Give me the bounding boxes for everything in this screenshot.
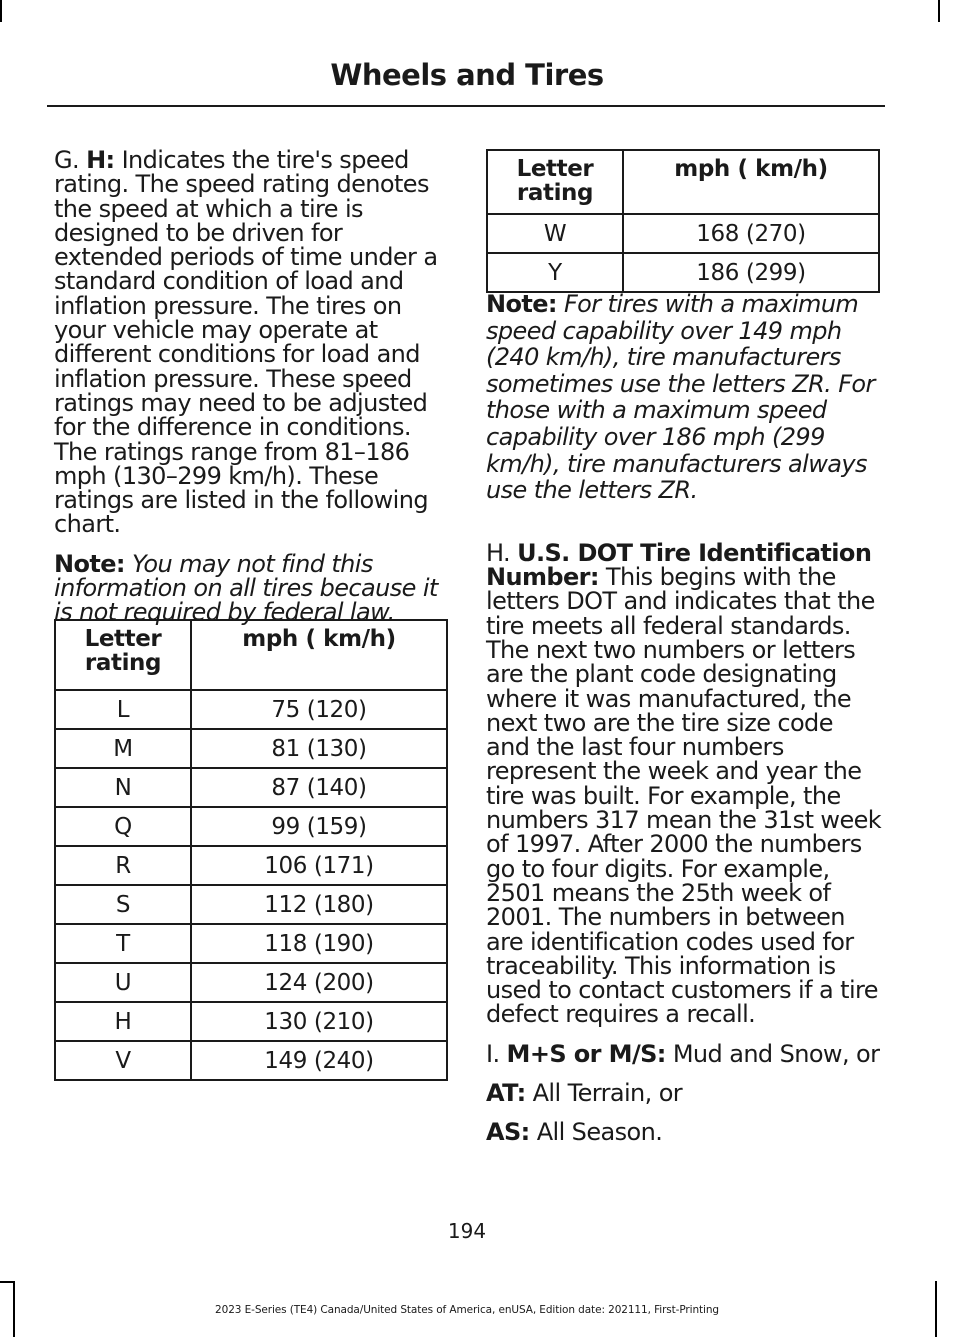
- table-cell: 149 (240): [191, 1041, 447, 1080]
- list-prefix: H.: [486, 538, 518, 567]
- note-left: [54, 549, 447, 627]
- paragraph-text: Mud and Snow, or: [665, 1039, 880, 1068]
- table-cell: 118 (190): [191, 924, 447, 963]
- paragraph-as: [486, 1118, 882, 1147]
- column-header: Letter rating: [487, 150, 623, 214]
- table-row: [55, 1041, 447, 1080]
- table-row: [55, 885, 447, 924]
- table-cell: Q: [55, 807, 191, 846]
- table-cell: V: [55, 1041, 191, 1080]
- left-column: [54, 148, 447, 625]
- table-row: [55, 768, 447, 807]
- table-cell: T: [55, 924, 191, 963]
- table-cell: 168 (270): [623, 214, 879, 253]
- table-cell: U: [55, 963, 191, 1002]
- table-row: [55, 729, 447, 768]
- note-right: [486, 291, 882, 504]
- paragraph-i: [486, 1039, 882, 1068]
- speed-rating-table: [54, 619, 448, 1081]
- table-cell: 81 (130): [191, 729, 447, 768]
- paragraph-text: This begins with the letters DOT and indicates that the tire meets all federal standards. The next two numbers or letters are the plant code designating where it was manufactured, the next two are the tire size code and the last four numbers represent the week and year the tire was built. For example, the numbers 317 mean the 31st week of 1997. After 2000 the numbers go to four digits. For example, 2501 means the 25th week of 2001. The numbers in between are identification codes used for traceability. This information is used to contact customers if a tire defect requires a recall.: [486, 563, 882, 1029]
- table-header-row: [55, 620, 447, 690]
- term-label: M+S or M/S:: [506, 1039, 666, 1068]
- table-row: [487, 214, 879, 253]
- table-cell: 99 (159): [191, 807, 447, 846]
- paragraph-h: [486, 538, 882, 1029]
- table-cell: 87 (140): [191, 768, 447, 807]
- table-row: [55, 924, 447, 963]
- column-header: Letter rating: [55, 620, 191, 690]
- note-text: For tires with a maximum speed capability over 149 mph (240 km/h), tire manufacturers sometimes use the letters ZR. For those with a maximum speed capability over 186 mph (299 km/h), tire manufacturers always use the letters ZR.: [486, 290, 875, 505]
- table-cell: M: [55, 729, 191, 768]
- table-cell: 186 (299): [623, 253, 879, 292]
- table-row: [55, 963, 447, 1002]
- crop-mark: [935, 1281, 937, 1337]
- table-cell: 75 (120): [191, 690, 447, 729]
- table-cell: 106 (171): [191, 846, 447, 885]
- paragraph-g: [54, 148, 447, 537]
- table-cell: W: [487, 214, 623, 253]
- speed-rating-table-continued: [486, 149, 880, 293]
- table-cell: Y: [487, 253, 623, 292]
- paragraph-at: [486, 1078, 882, 1107]
- crop-mark: [938, 0, 940, 22]
- table-cell: H: [55, 1002, 191, 1041]
- paragraph-text: All Terrain, or: [525, 1078, 683, 1107]
- note-label: Note:: [54, 549, 125, 578]
- header-divider: [47, 105, 885, 107]
- table-cell: 124 (200): [191, 963, 447, 1002]
- term-label: AT:: [486, 1078, 526, 1107]
- paragraph-text: Indicates the tire's speed rating. The speed rating denotes the speed at which a tire is designed to be driven for extended periods of time under a standard condition of load and inflation pressure. The tires on your vehicle may operate at different conditions for load and inflation pressure. These speed ratings may need to be adjusted for the difference in conditions. The ratings range from 81–186 mph (130–299 km/h). These ratings are listed in the following chart.: [54, 146, 438, 539]
- column-header: mph ( km/h): [191, 620, 447, 690]
- crop-mark: [0, 1281, 14, 1283]
- table-cell: R: [55, 846, 191, 885]
- list-prefix: I.: [486, 1039, 507, 1068]
- table-row: [55, 846, 447, 885]
- table-cell: 130 (210): [191, 1002, 447, 1041]
- crop-mark: [0, 0, 2, 22]
- table-header-row: [487, 150, 879, 214]
- table-cell: 112 (180): [191, 885, 447, 924]
- table-row: [487, 253, 879, 292]
- note-label: Note:: [486, 290, 557, 318]
- right-column: [486, 291, 882, 1145]
- table-cell: S: [55, 885, 191, 924]
- term-label: U.S. DOT Tire Identification Number:: [486, 538, 872, 592]
- table-cell: N: [55, 768, 191, 807]
- term-label: H:: [86, 146, 115, 174]
- list-prefix: G.: [54, 146, 87, 174]
- table-row: [55, 1002, 447, 1041]
- table-cell: L: [55, 690, 191, 729]
- page-number: 194: [447, 1219, 487, 1243]
- column-header: mph ( km/h): [623, 150, 879, 214]
- page-title: Wheels and Tires: [330, 58, 604, 92]
- table-row: [55, 807, 447, 846]
- edition-footer: 2023 E-Series (TE4) Canada/United States of America, enUSA, Edition date: 202111, First-Printing: [215, 1304, 719, 1316]
- note-text: You may not find this information on all tires because it is not required by federal law.: [54, 549, 438, 627]
- table-row: [55, 690, 447, 729]
- paragraph-text: All Season.: [529, 1118, 663, 1147]
- term-label: AS:: [486, 1118, 530, 1147]
